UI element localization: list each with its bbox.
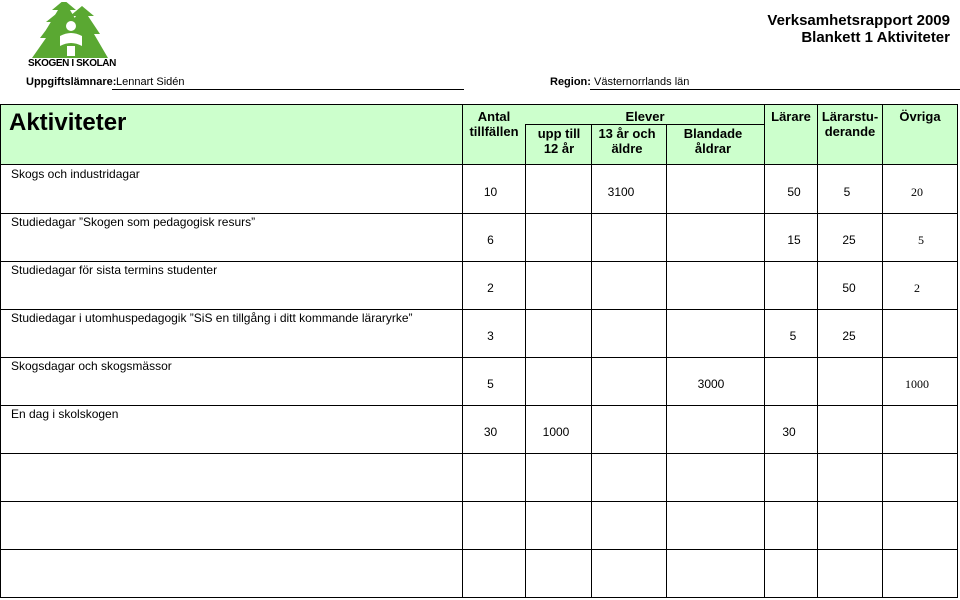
table-cell: 50: [787, 185, 801, 199]
report-title: [767, 12, 950, 46]
col-upp-till: upp till 12 år: [537, 126, 581, 156]
region-field[interactable]: Västernorrlands län: [590, 76, 960, 90]
table-cell: 5: [843, 185, 851, 199]
table-cell: 3000: [697, 377, 725, 391]
table-cell: 5: [487, 377, 494, 391]
report-title-line2: Blankett 1 Aktiviteter: [801, 29, 950, 46]
table-row-name: Studiedagar ”Skogen som pedagogisk resurs”: [11, 215, 256, 229]
logo-text: SKOGEN I SKOLAN: [28, 58, 116, 69]
reporter-label: Uppgiftslämnare:: [26, 76, 117, 88]
col-larare: Lärare: [771, 109, 811, 124]
table-cell: 1000: [542, 425, 570, 439]
table-cell: 10: [483, 185, 498, 199]
table-title: Aktiviteter: [9, 109, 127, 136]
col-lararstuderande: Lärarstu- derande: [821, 109, 879, 139]
col-13-ar: 13 år och äldre: [598, 126, 656, 156]
table-cell: 5: [789, 329, 797, 343]
col-ovriga: Övriga: [899, 109, 941, 124]
table-row-name: Skogs och industridagar: [11, 167, 140, 181]
table-cell: 2: [487, 281, 494, 295]
table-cell: 50: [842, 281, 856, 295]
table-row-name: Studiedagar för sista termins studenter: [11, 263, 218, 277]
table-row-name: En dag i skolskogen: [11, 407, 119, 421]
table-cell: 25: [842, 329, 856, 343]
table-cell: 5: [918, 233, 924, 247]
table-cell: 2: [914, 281, 920, 295]
activities-table: [0, 104, 958, 598]
col-blandade: Blandade åldrar: [683, 126, 743, 156]
table-cell: 20: [911, 185, 923, 199]
reporter-field[interactable]: Lennart Sidén: [112, 76, 464, 90]
report-title-line1: Verksamhetsrapport 2009: [767, 12, 950, 29]
table-row-name: Skogsdagar och skogsmässor: [11, 359, 172, 373]
table-cell: 25: [842, 233, 856, 247]
table-cell: 30: [782, 425, 796, 439]
table-cell: 6: [487, 233, 494, 247]
table-cell: 3: [487, 329, 494, 343]
table-cell: 15: [787, 233, 801, 247]
col-elever: Elever: [625, 109, 665, 124]
table-row-name: Studiedagar i utomhuspedagogik ”SiS en tillgång i ditt kommande läraryrke”: [11, 311, 413, 325]
col-antal: Antal tillfällen: [469, 109, 519, 139]
table-cell: 30: [483, 425, 498, 439]
table-cell: 1000: [905, 377, 929, 391]
region-label: Region:: [550, 76, 591, 88]
table-cell: 3100: [607, 185, 635, 199]
